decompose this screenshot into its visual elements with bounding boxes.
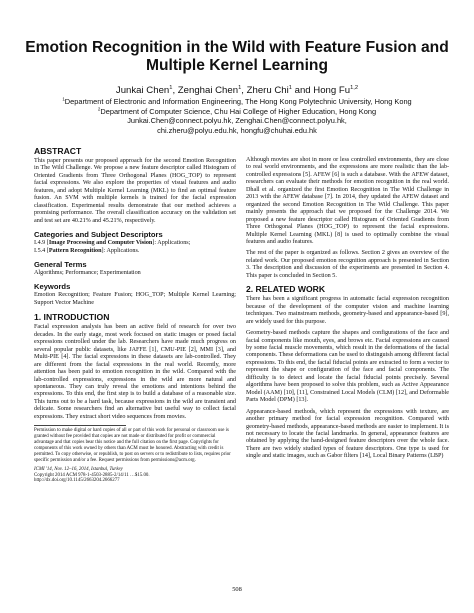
- body-paragraph: Facial expression analysis has been an active field of research for over two decades. In the early stage, most work focused on static images or posed facial expressions controlled under the lab. Researchers have made much progress on several popular public datasets, like JAFFE [1], CMU-PIE [2], MMI [3], and Multi-PIE [4]. The facial expressions in these datasets are lab-controlled. They are different from the facial expressions in the real world. Recently, more attention has been paid to emotion recognition in the wild. Compared with the lab-controlled expressions, expressions in the wild are more natural and spontaneous. They can truly reveal the emotions and intentions behind the expressions. To this end, the first step is to build a database of a reasonable size. This turns out to be a hard task, because expressions in the wild are transient and delicate. Some researchers find an alternative but useful way to collect facial expressions. They extract short video sequences from movies.: [34, 324, 236, 420]
- body-paragraph: Appearance-based methods, which represent the expressions with texture, are another primary method for facial expression recognition. Compared with geometry-based methods, appearance-based methods are easier to implement. It is not necessary to locate the facial landmarks. In general, appearance features are obtained by applying the hand-designed feature descriptors over the whole face. There are two widely studied types of feature descriptors. One type is used for single and static images, such as Gabor filters [14], Local Binary Patterns (LBP): [246, 408, 449, 460]
- left-column: [34, 146, 236, 484]
- affiliation-1: $^1$Department of Electronic and Information Engineering, The Hong Kong Polytechnic University, Hong Kong: [62, 96, 412, 106]
- section-heading: 1. INTRODUCTION: [34, 312, 110, 323]
- body-paragraph: The rest of the paper is organized as follows. Section 2 gives an overview of the related work. Our proposed emotion recognition approach is presented in Section 3. The description and discussion of the experiments are presented in Section 4. This paper is concluded in Section 5.: [246, 250, 449, 279]
- affiliations: [20, 97, 454, 135]
- section-heading: ABSTRACT: [34, 146, 82, 156]
- email-line: chi.zheru@polyu.edu.hk, hongfu@chuhai.edu.hk: [157, 125, 317, 135]
- category-line: I.5.4 [Pattern Recognition]: Applications.: [34, 247, 140, 254]
- copyright-line: Copyright 2014 ACM 978-1-4503-2885-2/14/11 …$15.00.: [34, 472, 150, 478]
- body-paragraph: Although movies are shot in more or less controlled environments, they are close to real world environments, and the expressions are more realistic than the lab-controlled expressions [5]. AFEW [6] is such a database. With the AFEW dataset, researchers can evaluate their methods for emotion recognition in the real world. Dhall et al. organized the first Emotion Recognition in The Wild Challenge in 2013 with the AFEW database [7]. In 2014, they updated the AFEW dataset and organized the second Emotion Recognition in The Wild Challenge. This paper mainly presents the approach that we proposed for the Challenge 2014. We proposed a new feature descriptor called Histogram of Oriented Gradients from Three Orthogonal Planes (HOG_TOP) to represent the facial expressions. Multiple Kernel Learning (MKL) [8] is used to optimally combine the visual features and audio features.: [246, 157, 449, 245]
- author-name: Junkai Chen: [115, 85, 170, 96]
- section-heading: 2. RELATED WORK: [246, 284, 326, 295]
- conference-line: ICMI '14, Nov. 12–16, 2014, Istanbul, Turkey: [34, 466, 123, 472]
- affiliation-2: $^2$Department of Computer Science, Chu Hai College of Higher Education, Hong Kong: [97, 106, 377, 116]
- section-heading: Categories and Subject Descriptors: [34, 230, 163, 240]
- category-line: I.4.9 [Image Processing and Computer Vision]: Applications;: [34, 240, 191, 247]
- author-name: Hong Fu: [313, 85, 351, 96]
- body-paragraph: Geometry-based methods capture the shapes and configurations of the face and facial components like mouth, eyes, and brows etc. Facial expressions are caused by some facial muscle movements, which result in the deformations of the facial components. These deformations can be used to distinguish among different facial expressions. To this end, the facial fiducial points are extracted to form a vector to represent the shape or configuration of the face and facial components. The difficulty is to detect and locate the facial fiducial points precisely. Several algorithms have been proposed to solve this problem, such as Active Appearance Model (AAM) [10], [11], Constrained Local Models (CLM) [12], and Deformable Parts Model (DPM) [13].: [246, 330, 449, 404]
- right-column: [246, 157, 449, 465]
- email-line: Junkai.Chen@connect.polyu.hk, Zenghai.Chen@connect.polyu.hk,: [127, 116, 347, 126]
- permission-notice: Permission to make digital or hard copies of all or part of this work for personal or classroom use is granted without fee provided that copies are not made or distributed for profit or commercial advantage and that copies bear this notice and the full citation on the first page. Copyrights for components of this work owned by others than ACM must be honored. Abstracting with credit is permitted. To copy otherwise, or republish, to post on servers or to redistribute to lists, requires prior specific permission and/or a fee. Request permissions from permissions@acm.org.: [34, 428, 231, 463]
- doi-link[interactable]: http://dx.doi.org/10.1145/2663204.2666277: [34, 478, 120, 484]
- keywords-text: Emotion Recognition; Feature Fusion; HOG_TOP; Multiple Kernel Learning; Support Vector Machine: [34, 292, 236, 306]
- general-terms: Algorithms; Performance; Experimentation: [34, 269, 141, 276]
- author-list: Junkai Chen$^1$, Zenghai Chen$^1$, Zheru Chi$^1$ and Hong Fu$^{1,2}$: [115, 84, 359, 96]
- page-number: 508: [232, 586, 242, 593]
- body-paragraph: There has been a significant progress in automatic facial expression recognition because of the development of the computer vision and machine learning techniques. Two mainstream methods, geometry-based and appearance-based [9], are widely used for this purpose.: [246, 296, 449, 325]
- author-name: Zenghai Chen: [177, 85, 239, 96]
- author-name: Zheru Chi: [246, 85, 289, 96]
- abstract-text: This paper presents our proposed approach for the second Emotion Recognition in The Wild Challenge. We propose a new feature descriptor called Histogram of Oriented Gradients from Three Orthogonal Planes (HOG_TOP) to represent facial expressions. We also explore the properties of visual features and audio features, and adopt Multiple Kernel Learning (MKL) to find an optimal feature fusion. An SVM with multiple kernels is trained for the facial expression classification. Experimental results demonstrate that our method achieves a promising performance. The overall classification accuracy on the validation set and test set are 40.21% and 45.21%, respectively.: [34, 158, 236, 224]
- paper-title: Emotion Recognition in the Wild with Feature Fusion and Multiple Kernel Learning: [25, 39, 449, 74]
- section-heading: General Terms: [34, 259, 87, 269]
- section-heading: Keywords: [34, 282, 71, 292]
